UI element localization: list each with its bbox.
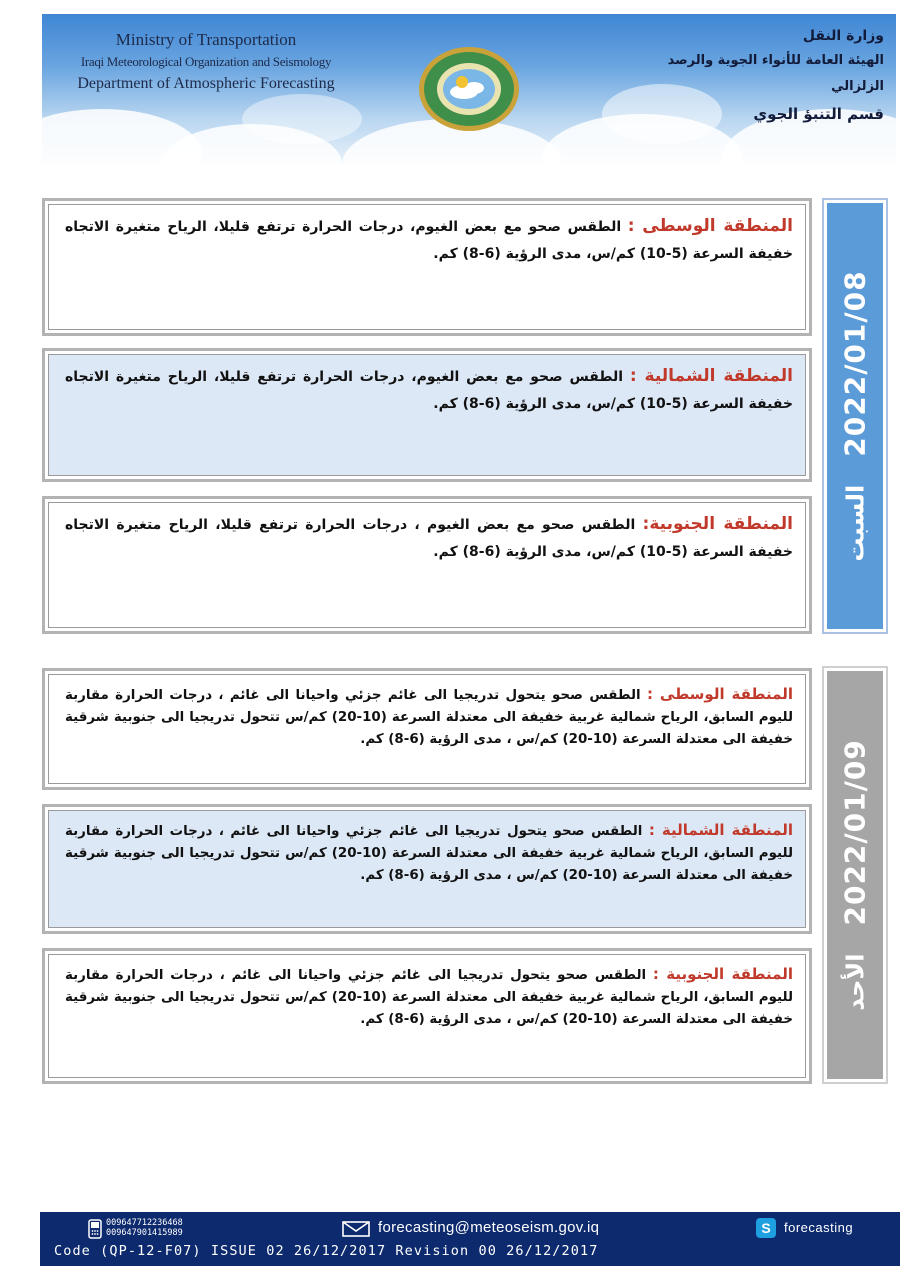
- skype-icon: S: [756, 1218, 776, 1238]
- region-box: [48, 502, 806, 628]
- footer-bar: [40, 1212, 900, 1266]
- day-name: السبت: [841, 484, 869, 562]
- region-south-day1: [42, 496, 812, 634]
- email-address[interactable]: forecasting@meteoseism.gov.iq: [378, 1219, 600, 1236]
- ministry-ar: وزارة النقل: [802, 28, 884, 44]
- footer-contacts: [40, 1216, 900, 1242]
- organization-en: Iraqi Meteorological Organization and Seismology: [80, 54, 332, 69]
- day-date: 2022/01/09: [838, 739, 872, 926]
- region-south-day2: [42, 948, 812, 1084]
- region-north-day1: [42, 348, 812, 482]
- region-box: [48, 354, 806, 476]
- region-name: المنطقة الوسطى :: [646, 685, 793, 703]
- ministry-en: Ministry of Transportation: [115, 30, 297, 49]
- region-forecast: الطقس صحو مع بعض الغيوم، درجات الحرارة ترتفع قليلا، الرياح متغيرة الاتجاه خفيفة السرعة (5-10) كم/س، مدى الرؤية (6-8) كم.: [65, 219, 793, 262]
- organization-logo: [414, 44, 524, 134]
- region-name: المنطقة الشمالية :: [629, 366, 793, 386]
- header-english: [56, 28, 356, 96]
- document-code-line: Code (QP-12-F07) ISSUE 02 26/12/2017 Revision 00 26/12/2017: [54, 1243, 599, 1259]
- phone-numbers: [106, 1218, 183, 1238]
- region-name: المنطقة الوسطى :: [627, 216, 793, 236]
- phone-number-2: 009647901415989: [106, 1228, 183, 1238]
- department-ar: قسم التنبؤ الجوي: [753, 105, 884, 123]
- header-arabic: [614, 24, 884, 128]
- day-bar-saturday: [822, 198, 888, 634]
- day-bar-sunday: [822, 666, 888, 1084]
- skype-handle[interactable]: forecasting: [784, 1220, 854, 1235]
- organization-ar: الهيئة العامة للأنواء الجوية والرصد الزلزالي: [667, 53, 884, 94]
- phone-number-1: 009647712236468: [106, 1218, 183, 1228]
- region-name: المنطقة الجنوبية :: [652, 965, 793, 983]
- region-forecast: الطقس صحو يتحول تدريجيا الى غائم جزئي واحيانا الى غائم ، درجات الحرارة مقاربة لليوم السابق، الرياح شمالية غربية خفيفة الى معتدلة السرعة (10-20) كم/س تتحول تدريجيا الى جنوبية شرقية خفيفة الى معتدلة السرعة (10-20) كم/س ، مدى الرؤية (6-8) كم.: [65, 688, 793, 747]
- region-box: [48, 954, 806, 1078]
- mail-icon: [342, 1221, 370, 1237]
- header-banner: [42, 14, 896, 164]
- region-name: المنطقة الشمالية :: [648, 821, 793, 839]
- day-name: الأحد: [841, 953, 869, 1011]
- department-en: Department of Atmospheric Forecasting: [77, 75, 335, 92]
- region-box: [48, 810, 806, 928]
- day-date: 2022/01/08: [838, 270, 872, 457]
- day-bar-fill: [827, 671, 883, 1079]
- region-central-day2: [42, 668, 812, 790]
- region-forecast: الطقس صحو يتحول تدريجيا الى غائم جزئي واحيانا الى غائم ، درجات الحرارة مقاربة لليوم السابق، الرياح شمالية غربية خفيفة الى معتدلة السرعة (10-20) كم/س تتحول تدريجيا الى جنوبية شرقية خفيفة الى معتدلة السرعة (10-20) كم/س ، مدى الرؤية (6-8) كم.: [65, 968, 793, 1027]
- day-label: [839, 739, 872, 1011]
- day-bar-fill: [827, 203, 883, 629]
- region-central-day1: [42, 198, 812, 336]
- region-box: [48, 674, 806, 784]
- region-forecast: الطقس صحو مع بعض الغيوم، درجات الحرارة ترتفع قليلا، الرياح متغيرة الاتجاه خفيفة السرعة (5-10) كم/س، مدى الرؤية (6-8) كم.: [65, 369, 793, 412]
- region-forecast: الطقس صحو مع بعض الغيوم ، درجات الحرارة ترتفع قليلا، الرياح متغيرة الاتجاه خفيفة السرعة (5-10) كم/س، مدى الرؤية (6-8) كم.: [65, 517, 793, 560]
- region-name: المنطقة الجنوبية:: [642, 514, 793, 534]
- phone-icon: [88, 1219, 102, 1239]
- region-forecast: الطقس صحو يتحول تدريجيا الى غائم جزئي واحيانا الى غائم ، درجات الحرارة مقاربة لليوم السابق، الرياح شمالية غربية خفيفة الى معتدلة السرعة (10-20) كم/س تتحول تدريجيا الى جنوبية شرقية خفيفة الى معتدلة السرعة (10-20) كم/س ، مدى الرؤية (6-8) كم.: [65, 824, 793, 883]
- day-label: [839, 270, 872, 561]
- region-north-day2: [42, 804, 812, 934]
- region-box: [48, 204, 806, 330]
